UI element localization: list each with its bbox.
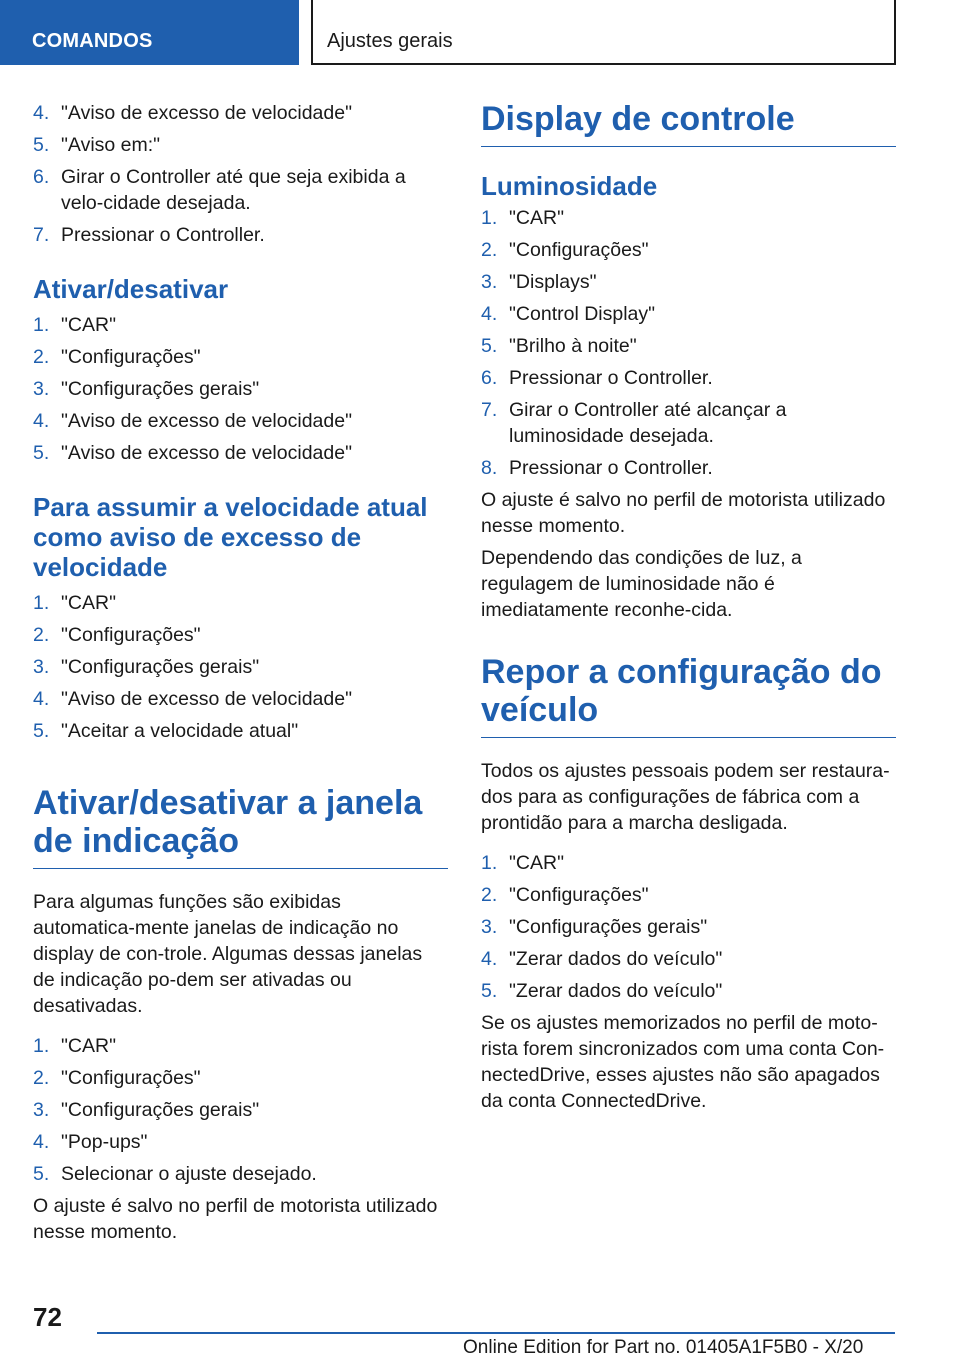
paragraph-janela-intro: Para algumas funções são exibidas automatica-mente janelas de indicação no display de con-trole. Algumas dessas janelas de indicação po-dem ser ativadas ou desativadas. <box>33 891 423 1017</box>
step-item <box>481 978 896 1004</box>
step-text: Girar o Controller até alcançar a luminosidade desejada. <box>509 399 787 447</box>
footer-rule <box>97 1332 895 1334</box>
step-item <box>33 132 448 158</box>
step-number: 1. <box>33 1035 50 1057</box>
step-item <box>33 622 448 648</box>
steps-ativar-desativar <box>33 312 448 466</box>
step-item <box>33 312 448 338</box>
step-text: Pressionar o Controller. <box>61 224 265 246</box>
step-item <box>33 718 448 744</box>
header-section-label: COMANDOS <box>32 30 153 52</box>
step-number: 1. <box>481 207 498 229</box>
step-text: "Aviso de excesso de velocidade" <box>61 688 352 710</box>
step-text: "Pop-ups" <box>61 1131 148 1153</box>
step-text: "Aceitar a velocidade atual" <box>61 720 299 742</box>
step-item <box>33 408 448 434</box>
steps-repor-configuracao <box>481 850 896 1004</box>
step-text: "Configurações" <box>61 346 201 368</box>
step-number: 5. <box>33 1163 50 1185</box>
steps-luminosidade <box>481 205 896 481</box>
step-item <box>481 365 896 391</box>
header-chapter-tab <box>311 0 896 65</box>
header-chapter-label: Ajustes gerais <box>327 30 453 52</box>
step-text: "Configurações" <box>509 239 649 261</box>
step-number: 7. <box>481 399 498 421</box>
step-number: 4. <box>481 303 498 325</box>
step-item <box>33 1065 448 1091</box>
step-item <box>33 222 448 248</box>
step-text: Girar o Controller até que seja exibida a velo-cidade desejada. <box>61 166 406 214</box>
step-number: 2. <box>481 239 498 261</box>
step-item <box>33 1097 448 1123</box>
step-item <box>481 914 896 940</box>
step-number: 3. <box>481 271 498 293</box>
step-number: 2. <box>33 346 50 368</box>
step-number: 1. <box>481 852 498 874</box>
step-text: "Zerar dados do veículo" <box>509 980 723 1002</box>
step-text: "CAR" <box>509 207 565 229</box>
step-text: "Configurações gerais" <box>61 378 260 400</box>
step-text: "CAR" <box>61 314 117 336</box>
step-item <box>33 1129 448 1155</box>
step-text: "Aviso em:" <box>61 134 161 156</box>
step-number: 8. <box>481 457 498 479</box>
step-number: 2. <box>481 884 498 906</box>
step-text: "CAR" <box>509 852 565 874</box>
step-item <box>33 440 448 466</box>
step-item <box>481 882 896 908</box>
step-number: 3. <box>481 916 498 938</box>
step-text: "Configurações" <box>509 884 649 906</box>
step-item <box>481 205 896 231</box>
steps-janela-indicacao <box>33 1033 448 1187</box>
step-text: Pressionar o Controller. <box>509 457 713 479</box>
step-text: "Configurações gerais" <box>61 656 260 678</box>
step-number: 3. <box>33 1099 50 1121</box>
paragraph-repor-note: Se os ajustes memorizados no perfil de moto-rista forem sincronizados com uma conta Con-nectedDrive, esses ajustes não são apagados da conta ConnectedDrive. <box>481 1012 885 1112</box>
step-number: 5. <box>481 980 498 1002</box>
step-item <box>33 1033 448 1059</box>
step-item <box>33 654 448 680</box>
step-item <box>33 590 448 616</box>
step-number: 4. <box>33 688 50 710</box>
step-item <box>481 333 896 359</box>
step-number: 1. <box>33 592 50 614</box>
step-item <box>33 1161 448 1187</box>
step-number: 5. <box>33 442 50 464</box>
step-item <box>481 301 896 327</box>
step-item <box>33 100 448 126</box>
footer-edition: Online Edition for Part no. 01405A1F5B0 - X/20 <box>463 1337 864 1358</box>
step-number: 5. <box>33 134 50 156</box>
step-number: 4. <box>33 410 50 432</box>
step-number: 5. <box>33 720 50 742</box>
paragraph-janela-note: O ajuste é salvo no perfil de motorista utilizado nesse momento. <box>33 1195 438 1243</box>
step-number: 2. <box>33 1067 50 1089</box>
heading-repor-configuracao: Repor a configuração do veículo <box>481 653 896 738</box>
step-number: 7. <box>33 224 50 246</box>
paragraph-repor-intro: Todos os ajustes pessoais podem ser restaura-dos para as configurações de fábrica com a prontidão para a marcha desligada. <box>481 760 890 834</box>
step-item <box>481 455 896 481</box>
step-number: 6. <box>33 166 50 188</box>
step-text: "Displays" <box>509 271 597 293</box>
steps-assumir-velocidade <box>33 590 448 744</box>
heading-janela-indicacao: Ativar/desativar a janela de indicação <box>33 784 448 869</box>
step-number: 6. <box>481 367 498 389</box>
heading-assumir-velocidade: Para assumir a velocidade atual como aviso de excesso de velocidade <box>33 492 428 582</box>
step-item <box>33 376 448 402</box>
step-number: 4. <box>33 102 50 124</box>
left-column <box>33 100 448 1251</box>
step-item <box>481 850 896 876</box>
step-item <box>481 269 896 295</box>
step-item <box>481 237 896 263</box>
step-item <box>33 344 448 370</box>
step-text: "Configurações" <box>61 1067 201 1089</box>
step-text: "Aviso de excesso de velocidade" <box>61 102 352 124</box>
step-item <box>481 397 896 449</box>
step-text: "CAR" <box>61 1035 117 1057</box>
steps-continued <box>33 100 448 248</box>
step-text: "Zerar dados do veículo" <box>509 948 723 970</box>
step-text: Pressionar o Controller. <box>509 367 713 389</box>
right-column <box>481 100 896 1120</box>
step-text: "Control Display" <box>509 303 656 325</box>
header-section-tab <box>0 0 299 65</box>
step-text: "Brilho à noite" <box>509 335 637 357</box>
step-number: 3. <box>33 656 50 678</box>
step-item <box>481 946 896 972</box>
step-number: 4. <box>33 1131 50 1153</box>
paragraph-luminosidade-note-1: O ajuste é salvo no perfil de motorista utilizado nesse momento. <box>481 489 886 537</box>
step-text: "CAR" <box>61 592 117 614</box>
paragraph-luminosidade-note-2: Dependendo das condições de luz, a regulagem de luminosidade não é imediatamente reconhe-cida. <box>481 547 802 621</box>
step-text: "Configurações gerais" <box>61 1099 260 1121</box>
step-text: Selecionar o ajuste desejado. <box>61 1163 317 1185</box>
page-number: 72 <box>33 1302 62 1332</box>
step-item <box>33 686 448 712</box>
step-text: "Configurações" <box>61 624 201 646</box>
step-text: "Aviso de excesso de velocidade" <box>61 410 352 432</box>
step-number: 3. <box>33 378 50 400</box>
step-text: "Aviso de excesso de velocidade" <box>61 442 352 464</box>
step-text: "Configurações gerais" <box>509 916 708 938</box>
step-item <box>33 164 448 216</box>
step-number: 1. <box>33 314 50 336</box>
heading-display-controle: Display de controle <box>481 100 896 147</box>
heading-ativar-desativar: Ativar/desativar <box>33 274 229 304</box>
step-number: 2. <box>33 624 50 646</box>
heading-luminosidade: Luminosidade <box>481 171 658 201</box>
step-number: 5. <box>481 335 498 357</box>
step-number: 4. <box>481 948 498 970</box>
